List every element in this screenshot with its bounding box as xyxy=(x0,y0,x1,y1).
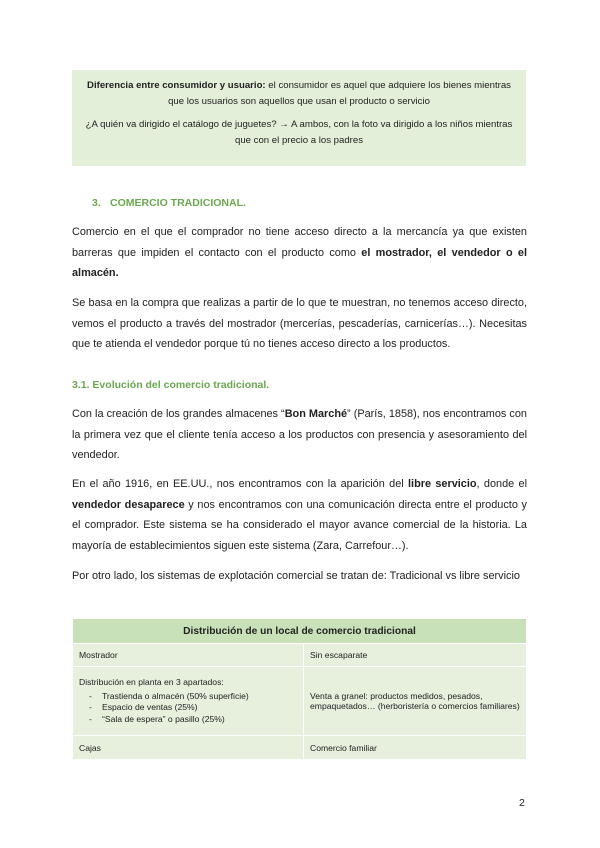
list-item xyxy=(79,702,297,714)
note-definition xyxy=(82,78,516,110)
paragraph-2: Se basa en la compra que realizas a partir de lo que te muestran, no tenemos acceso directo, vemos el producto a través del mostrador (mercerías, pescaderías, carnicerías…). Necesitas que te atienda el vendedor porque tú no tienes acceso directo a los productos. xyxy=(72,297,527,351)
dash-bullet-icon: - xyxy=(89,690,92,701)
table-header-row xyxy=(73,619,527,644)
note-definition-label: Diferencia entre consumidor y usuario: xyxy=(87,80,266,91)
list-item-text: Trastienda o almacén (50% superficie) xyxy=(102,690,249,701)
dash-bullet-icon: - xyxy=(89,702,92,713)
paragraph-5: Por otro lado, los sistemas de explotación comercial se tratan de: Tradicional vs libre servicio xyxy=(72,570,520,582)
section-3-heading xyxy=(92,197,246,209)
table-cell-cajas: Cajas xyxy=(73,736,304,760)
paragraph-1-bold: el mostrador, el vendedor o el almacén. xyxy=(72,246,527,280)
table-cell-mostrador: Mostrador xyxy=(73,644,304,667)
paragraph-3-bold: Bon Marché xyxy=(284,408,348,420)
table-cell-sin-escaparate: Sin escaparate xyxy=(304,644,527,667)
section-3-1-heading: 3.1. Evolución del comercio tradicional. xyxy=(72,379,270,391)
table-cell-venta-granel: Venta a granel: productos medidos, pesados, empaquetados… (herboristería o comercios familiares) xyxy=(304,667,527,736)
distribucion-intro: Distribución en planta en 3 apartados: xyxy=(79,676,224,687)
paragraph-4-bold-2: vendedor desaparece xyxy=(72,498,185,511)
list-item-text: Espacio de ventas (25%) xyxy=(102,702,198,713)
note-question: ¿A quién va dirigido el catálogo de juguetes? → A ambos, con la foto va dirigido a los niños mientras que con el precio a los padres xyxy=(85,119,513,146)
note-definition-text: el consumidor es aquel que adquiere los bienes mientras que los usuarios son aquellos que usan el producto o servicio xyxy=(168,80,511,107)
note-box xyxy=(72,70,526,166)
paragraph-4-bold-1: libre servicio xyxy=(408,478,477,490)
table-cell-distribucion xyxy=(73,667,304,736)
table-row xyxy=(73,667,527,736)
paragraph-1-text: Comercio en el que el comprador no tiene acceso directo a la mercancía ya que existen barreras que impiden el contacto con el producto como xyxy=(72,226,527,259)
paragraph-4 xyxy=(72,474,527,556)
paragraph-3-b: ” (París, 1858), nos encontramos con la primera vez que el cliente tenía acceso a los productos con presencia y asesoramiento del vendedor. xyxy=(72,408,527,462)
table-row xyxy=(73,644,527,667)
section-3-title: COMERCIO TRADICIONAL. xyxy=(110,197,246,209)
list-item xyxy=(79,691,297,703)
list-item-text: “Sala de espera” o pasillo (25%) xyxy=(102,713,225,724)
distribucion-list xyxy=(79,691,297,726)
distribution-table xyxy=(72,618,527,760)
table-cell-comercio-familiar: Comercio familiar xyxy=(304,736,527,760)
table-row xyxy=(73,736,527,760)
paragraph-4-a: En el año 1916, en EE.UU., nos encontramos con la aparición del xyxy=(72,478,409,490)
dash-bullet-icon: - xyxy=(89,713,92,724)
page-number: 2 xyxy=(519,797,525,809)
paragraph-1 xyxy=(72,222,527,284)
paragraph-4-b: , donde el xyxy=(476,478,527,490)
table-title: Distribución de un local de comercio tradicional xyxy=(73,619,527,644)
paragraph-4-c: y nos encontramos con una comunicación directa entre el producto y el comprador. Este sistema se ha considerado el mayor avance comercial de la historia. La mayoría de establecimientos siguen este sistema (Zara, Carrefour…). xyxy=(72,498,527,552)
list-item xyxy=(79,714,297,726)
paragraph-3-a: Con la creación de los grandes almacenes “ xyxy=(72,408,285,420)
section-3-number: 3. xyxy=(92,197,101,209)
paragraph-3 xyxy=(72,404,527,466)
